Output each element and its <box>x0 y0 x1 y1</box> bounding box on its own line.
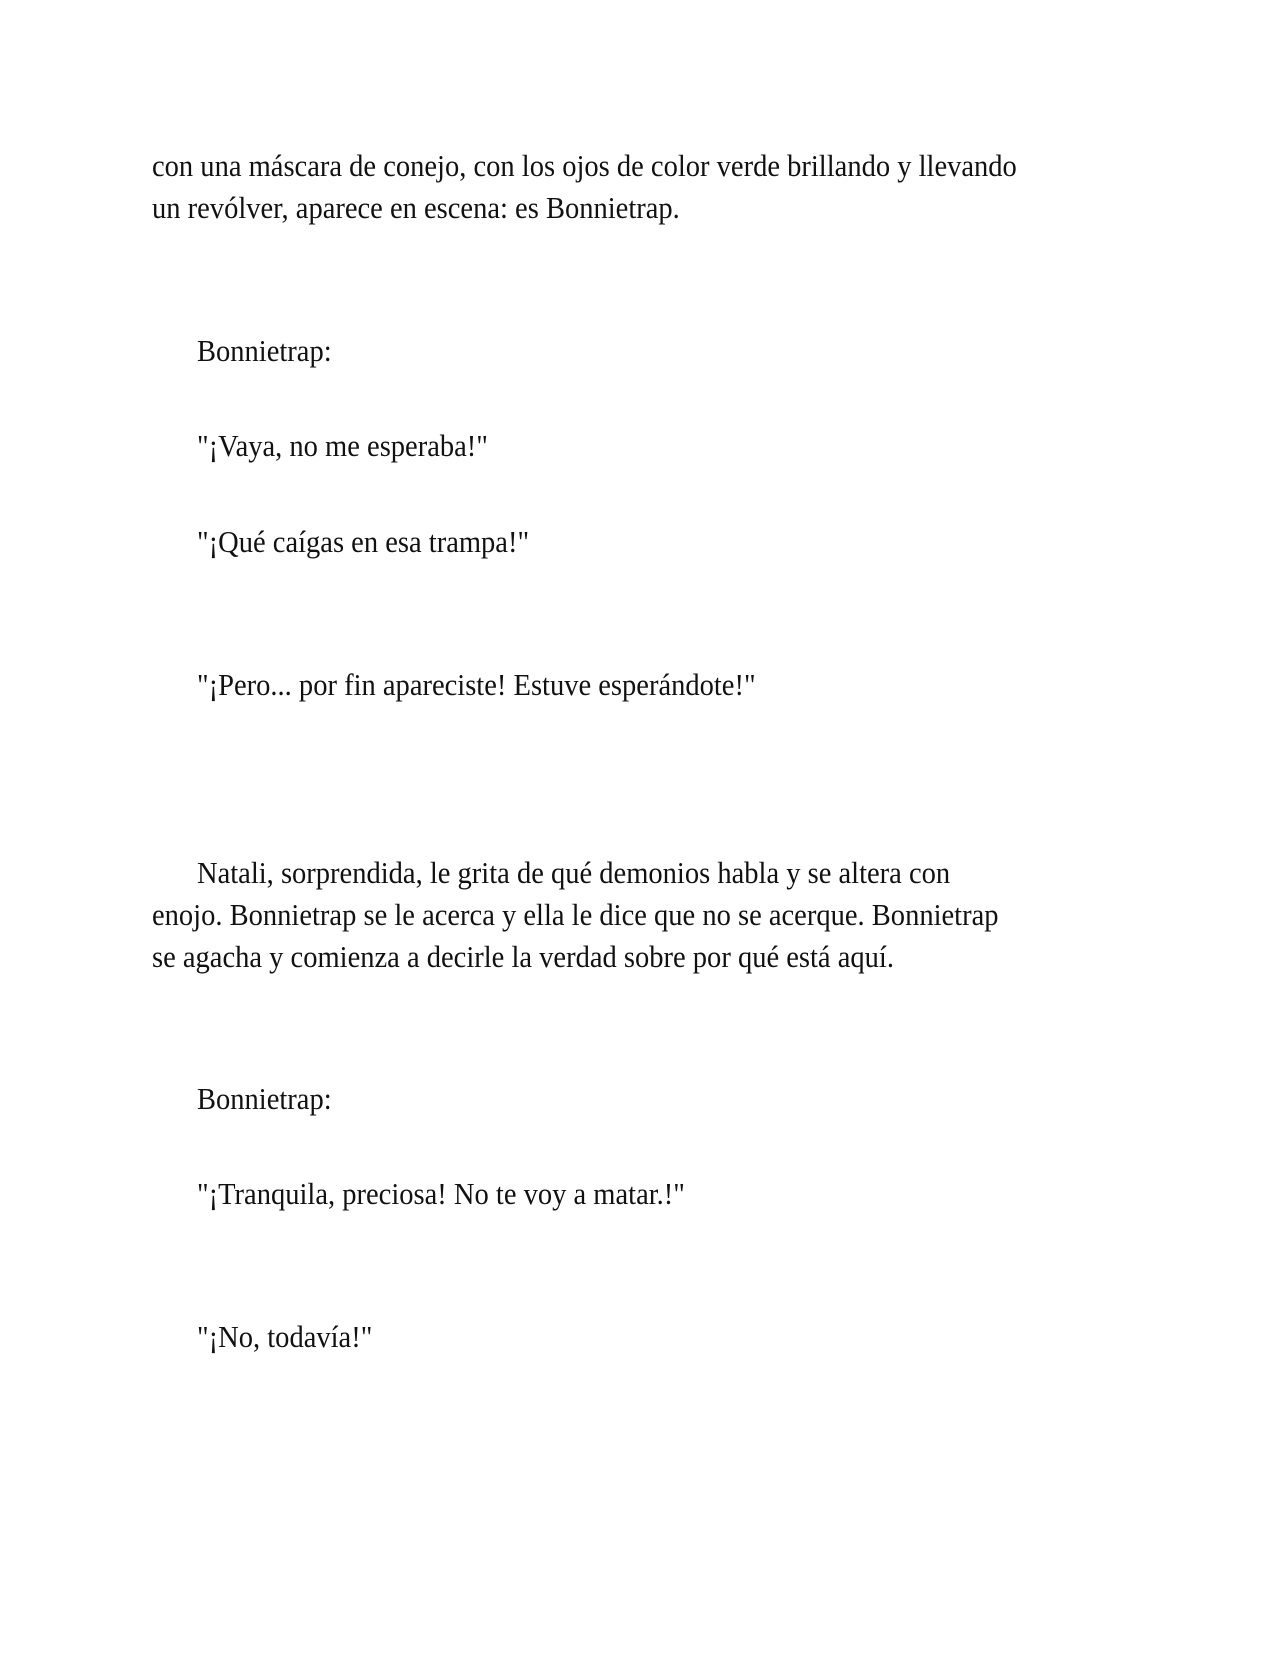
narration-line: se agacha y comienza a decirle la verdad sobre por qué está aquí. <box>152 939 894 974</box>
speaker-label: Bonnietrap: <box>197 333 332 368</box>
dialogue-line: "¡Vaya, no me esperaba!" <box>197 428 488 463</box>
narration-line: con una máscara de conejo, con los ojos de color verde brillando y llevando <box>152 148 1017 183</box>
narration-line: Natali, sorprendida, le grita de qué demonios habla y se altera con <box>197 855 951 890</box>
dialogue-line: "¡Tranquila, preciosa! No te voy a matar.!" <box>197 1176 685 1211</box>
narration-line: un revólver, aparece en escena: es Bonnietrap. <box>152 190 680 225</box>
dialogue-line: "¡No, todavía!" <box>197 1319 373 1354</box>
speaker-label: Bonnietrap: <box>197 1081 332 1116</box>
dialogue-line: "¡Pero... por fin apareciste! Estuve esperándote!" <box>197 667 756 702</box>
narration-line: enojo. Bonnietrap se le acerca y ella le dice que no se acerque. Bonnietrap <box>152 897 999 932</box>
dialogue-line: "¡Qué caígas en esa trampa!" <box>197 524 530 559</box>
